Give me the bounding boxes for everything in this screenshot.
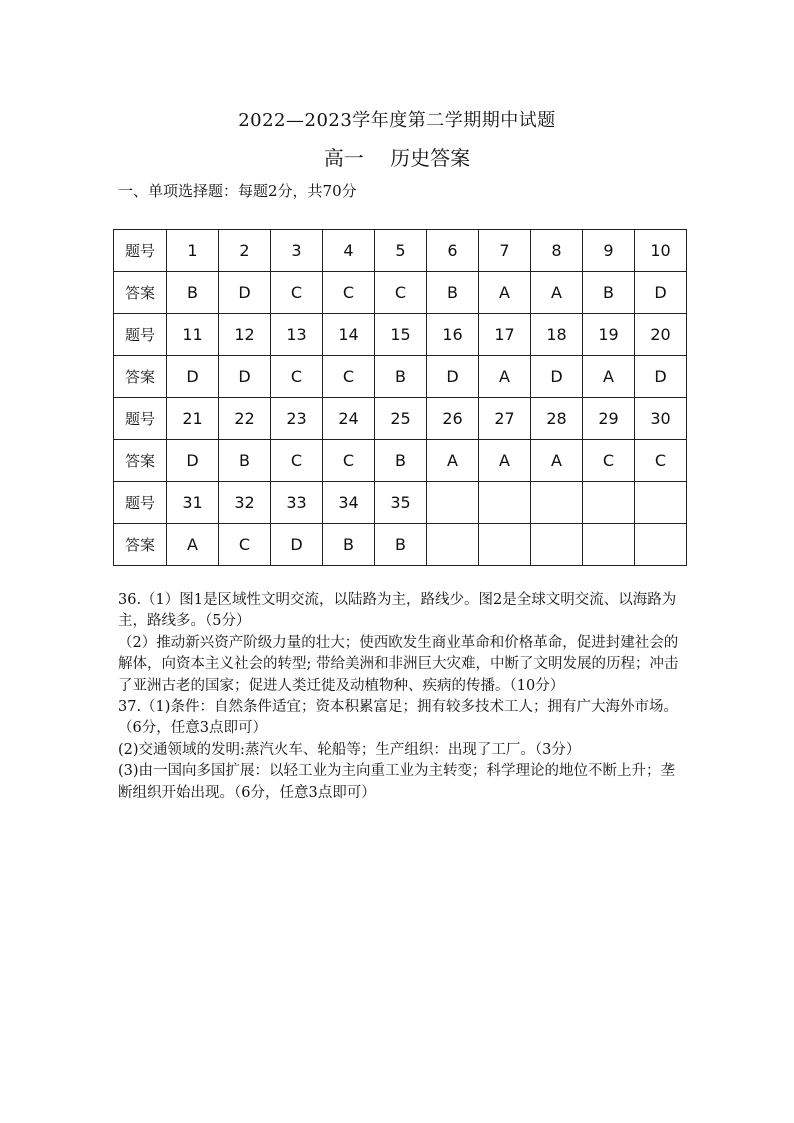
answer-row <box>114 272 687 314</box>
row-label-answer: 答案 <box>114 272 167 314</box>
answer-table <box>113 229 687 566</box>
answer-cell: B <box>583 272 635 314</box>
answer-cell: A <box>583 356 635 398</box>
question-number-cell: 30 <box>635 398 687 440</box>
answer-cell: C <box>635 440 687 482</box>
row-label-answer: 答案 <box>114 440 167 482</box>
answer-cell: D <box>219 356 271 398</box>
question-number-row <box>114 398 687 440</box>
question-number-cell: 27 <box>479 398 531 440</box>
answer-cell: D <box>219 272 271 314</box>
question-number-cell: 19 <box>583 314 635 356</box>
question-number-cell: 3 <box>271 230 323 272</box>
question-number-cell: 23 <box>271 398 323 440</box>
question-number-cell: 25 <box>375 398 427 440</box>
answer-cell: C <box>375 272 427 314</box>
question-number-cell: 26 <box>427 398 479 440</box>
answer-cell: A <box>531 440 583 482</box>
question-number-cell: 22 <box>219 398 271 440</box>
answer-cell: C <box>271 440 323 482</box>
question-number-row <box>114 230 687 272</box>
question-number-cell: 12 <box>219 314 271 356</box>
answer-cell: D <box>531 356 583 398</box>
question-number-cell: 29 <box>583 398 635 440</box>
row-label-answer: 答案 <box>114 524 167 566</box>
q36-part1: 36.（1）图1是区域性文明交流，以陆路为主，路线少。图2是全球文明交流、以海路为主，路线多。（5分） <box>118 592 677 630</box>
answer-cell <box>531 524 583 566</box>
question-number-cell: 6 <box>427 230 479 272</box>
answer-cell: C <box>323 440 375 482</box>
question-number-cell: 28 <box>531 398 583 440</box>
answer-cell: D <box>271 524 323 566</box>
answer-cell: B <box>427 272 479 314</box>
question-number-cell: 34 <box>323 482 375 524</box>
question-number-cell <box>479 482 531 524</box>
answer-cell: B <box>375 524 427 566</box>
row-label-question: 题号 <box>114 482 167 524</box>
section-heading: 一、单项选择题：每题2分，共70分 <box>118 182 357 200</box>
answer-cell <box>427 524 479 566</box>
question-number-cell: 24 <box>323 398 375 440</box>
question-number-cell <box>583 482 635 524</box>
question-number-cell: 8 <box>531 230 583 272</box>
answer-cell: A <box>479 272 531 314</box>
row-label-answer: 答案 <box>114 356 167 398</box>
answer-cell: B <box>167 272 219 314</box>
answer-cell: D <box>635 356 687 398</box>
answer-cell: A <box>427 440 479 482</box>
answer-row <box>114 440 687 482</box>
question-number-cell: 33 <box>271 482 323 524</box>
answer-cell: A <box>531 272 583 314</box>
answer-cell: C <box>323 272 375 314</box>
answer-cell: D <box>427 356 479 398</box>
q37-part3: (3)由一国向多国扩展：以轻工业为主向重工业为主转变；科学理论的地位不断上升；垄断组织开始出现。（6分，任意3点即可） <box>118 763 676 801</box>
question-number-cell: 5 <box>375 230 427 272</box>
question-number-cell: 17 <box>479 314 531 356</box>
free-response-answers <box>118 590 688 804</box>
question-number-cell: 10 <box>635 230 687 272</box>
answer-row <box>114 524 687 566</box>
question-number-cell <box>427 482 479 524</box>
answer-cell: B <box>375 440 427 482</box>
question-number-cell: 20 <box>635 314 687 356</box>
answer-cell: D <box>167 356 219 398</box>
answer-cell: C <box>583 440 635 482</box>
subject-label: 历史答案 <box>390 146 471 170</box>
answer-row <box>114 356 687 398</box>
question-number-cell: 16 <box>427 314 479 356</box>
question-number-row <box>114 314 687 356</box>
answer-cell <box>479 524 531 566</box>
q36-part2: （2）推动新兴资产阶级力量的壮大；使西欧发生商业革命和价格革命，促进封建社会的解体，向资本主义社会的转型; 带给美洲和非洲巨大灾难，中断了文明发展的历程；冲击了亚洲古老的国家；促进人类迁徙及动植物种、疾病的传播。（10分） <box>118 634 679 694</box>
question-number-cell: 14 <box>323 314 375 356</box>
answer-cell: B <box>375 356 427 398</box>
answer-cell: D <box>635 272 687 314</box>
question-number-cell: 15 <box>375 314 427 356</box>
answer-cell: C <box>271 272 323 314</box>
answer-cell: A <box>479 356 531 398</box>
row-label-question: 题号 <box>114 230 167 272</box>
q37-part2: (2)交通领域的发明:蒸汽火车、轮船等；生产组织：出现了工厂。（3分） <box>118 741 581 758</box>
answer-cell: B <box>323 524 375 566</box>
page-title: 2022—2023学年度第二学期期中试题 <box>238 110 556 131</box>
answer-cell <box>635 524 687 566</box>
row-label-question: 题号 <box>114 398 167 440</box>
question-number-cell: 13 <box>271 314 323 356</box>
answer-cell: A <box>167 524 219 566</box>
question-number-cell: 32 <box>219 482 271 524</box>
question-number-cell: 7 <box>479 230 531 272</box>
question-number-row <box>114 482 687 524</box>
grade-label: 高一 <box>323 146 364 170</box>
answer-cell: B <box>219 440 271 482</box>
question-number-cell: 21 <box>167 398 219 440</box>
answer-cell: C <box>323 356 375 398</box>
question-number-cell: 31 <box>167 482 219 524</box>
question-number-cell: 11 <box>167 314 219 356</box>
question-number-cell: 18 <box>531 314 583 356</box>
answer-cell <box>583 524 635 566</box>
question-number-cell: 2 <box>219 230 271 272</box>
question-number-cell: 9 <box>583 230 635 272</box>
answer-cell: C <box>271 356 323 398</box>
question-number-cell: 35 <box>375 482 427 524</box>
q37-part1: 37.（1)条件：自然条件适宜；资本积累富足；拥有较多技术工人；拥有广大海外市场。（6分，任意3点即可） <box>118 699 678 737</box>
answer-cell: C <box>219 524 271 566</box>
question-number-cell: 4 <box>323 230 375 272</box>
question-number-cell <box>531 482 583 524</box>
question-number-cell: 1 <box>167 230 219 272</box>
row-label-question: 题号 <box>114 314 167 356</box>
answer-cell: D <box>167 440 219 482</box>
answer-cell: A <box>479 440 531 482</box>
question-number-cell <box>635 482 687 524</box>
page-subtitle <box>0 142 794 171</box>
